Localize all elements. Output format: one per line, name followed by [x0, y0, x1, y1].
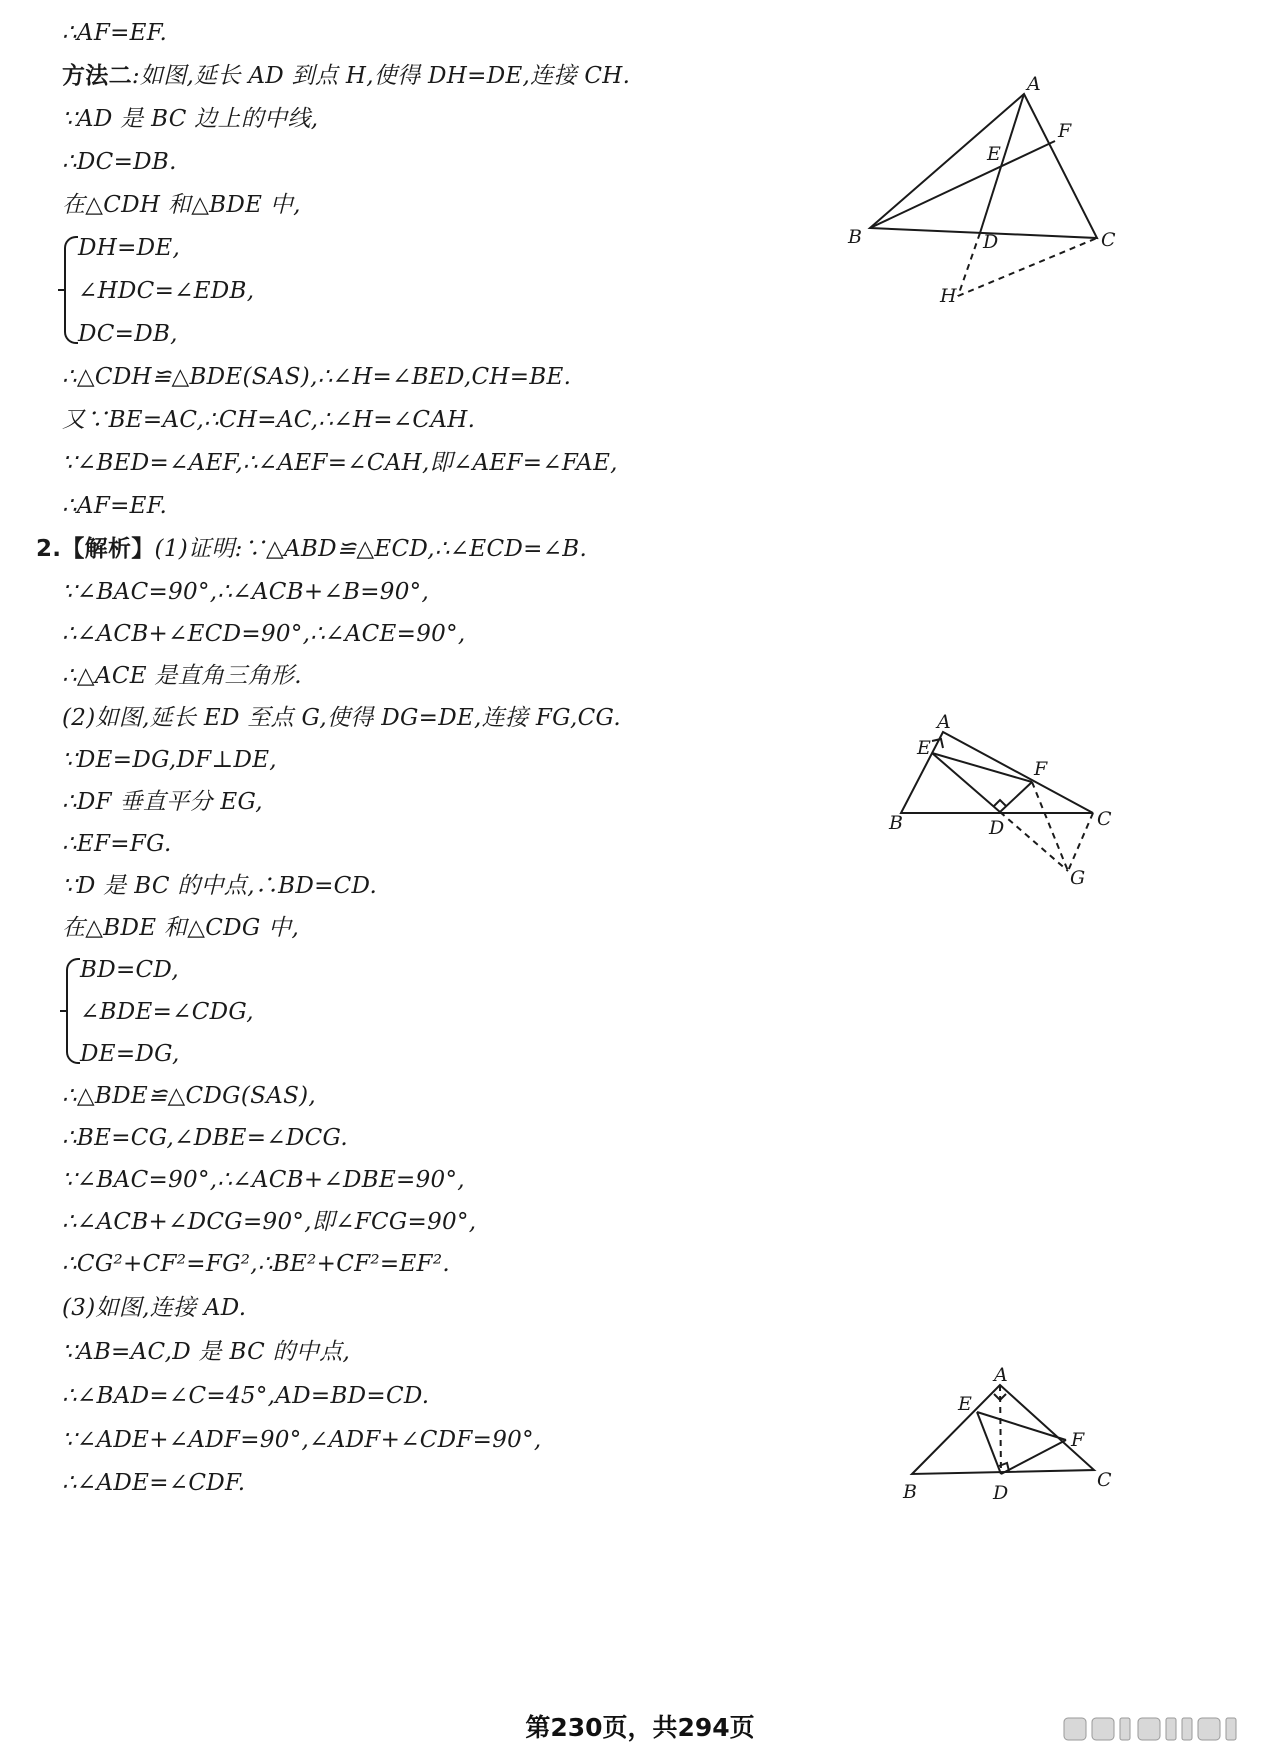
- text-line: 在△BDE 和△CDG 中,: [62, 915, 300, 941]
- point-label-d: D: [989, 817, 1005, 839]
- text-line: ∴DF 垂直平分 EG,: [62, 789, 263, 815]
- text-line: ∵∠BAC=90°,∴∠ACB+∠B=90°,: [62, 579, 430, 605]
- point-label-d: D: [983, 231, 999, 253]
- point-label-e: E: [958, 1393, 972, 1415]
- text-line: 在△CDH 和△BDE 中,: [62, 192, 301, 218]
- text-line: ∴△ACE 是直角三角形.: [62, 663, 302, 689]
- text-line-content: (1)证明:∵△ABD≌△ECD,∴∠ECD=∠B.: [154, 536, 588, 562]
- point-label-e: E: [917, 737, 931, 759]
- text-line: ∴∠ACB+∠DCG=90°,即∠FCG=90°,: [62, 1209, 477, 1235]
- text-line: ∴∠ACB+∠ECD=90°,∴∠ACE=90°,: [62, 621, 466, 647]
- page-footer: 第230页，共294页: [525, 1713, 755, 1742]
- point-label-f: F: [1058, 120, 1072, 142]
- text-line: ∵AD 是 BC 边上的中线,: [62, 106, 319, 132]
- point-label-c: C: [1097, 1469, 1112, 1491]
- text-line: ∴△BDE≌△CDG(SAS),: [62, 1083, 317, 1109]
- analysis-label: 【解析】: [61, 536, 155, 562]
- point-label-b: B: [889, 812, 903, 834]
- point-label-e: E: [987, 143, 1001, 165]
- text-line: ∴∠BAD=∠C=45°,AD=BD=CD.: [62, 1383, 430, 1409]
- text-line: ∴EF=FG.: [62, 831, 172, 857]
- point-label-c: C: [1097, 808, 1112, 830]
- point-label-a: A: [937, 711, 951, 733]
- text-line: ∵∠ADE+∠ADF=90°,∠ADF+∠CDF=90°,: [62, 1427, 542, 1453]
- segment-ef: [977, 1412, 1066, 1440]
- segment-ed: [977, 1412, 1001, 1474]
- text-line-content: :如图,延长 AD 到点 H,使得 DH=DE,连接 CH.: [131, 63, 631, 89]
- text-line: BD=CD,: [80, 957, 179, 983]
- point-label-f: F: [1071, 1429, 1085, 1451]
- text-line: ∴∠ADE=∠CDF.: [62, 1470, 246, 1496]
- text-line: DH=DE,: [78, 235, 181, 261]
- point-label-a: A: [994, 1364, 1008, 1386]
- text-line: ∴CG²+CF²=FG²,∴BE²+CF²=EF².: [62, 1251, 450, 1277]
- text-line: ∵AB=AC,D 是 BC 的中点,: [62, 1339, 351, 1365]
- text-line: ∠HDC=∠EDB,: [78, 278, 255, 304]
- point-label-h: H: [940, 285, 957, 307]
- text-line: (3)如图,连接 AD.: [62, 1295, 247, 1321]
- text-line: DE=DG,: [80, 1041, 180, 1067]
- point-label-d: D: [993, 1482, 1009, 1504]
- text-line: DC=DB,: [78, 321, 178, 347]
- text-line: ∵D 是 BC 的中点,∴BD=CD.: [62, 873, 378, 899]
- point-label-b: B: [903, 1481, 917, 1503]
- question-number: 2.: [36, 536, 62, 562]
- text-line: ∵∠BAC=90°,∴∠ACB+∠DBE=90°,: [62, 1167, 465, 1193]
- text-line: ∴DC=DB.: [62, 149, 177, 175]
- method-label: 方法二: [62, 63, 132, 89]
- text-line: ∠BDE=∠CDG,: [80, 999, 254, 1025]
- text-line: ∴BE=CG,∠DBE=∠DCG.: [62, 1125, 349, 1151]
- text-line: ∵∠BED=∠AEF,∴∠AEF=∠CAH,即∠AEF=∠FAE,: [62, 450, 618, 476]
- point-label-b: B: [848, 226, 862, 248]
- segment-df: [1001, 1440, 1066, 1474]
- text-line: ∴AF=EF.: [62, 493, 168, 519]
- point-label-f: F: [1034, 758, 1048, 780]
- point-label-a: A: [1027, 73, 1041, 95]
- text-line: (2)如图,延长 ED 至点 G,使得 DG=DE,连接 FG,CG.: [62, 705, 621, 731]
- text-line: ∴AF=EF.: [62, 20, 168, 46]
- watermark-icon: [1062, 1714, 1262, 1744]
- text-line: 又∵BE=AC,∴CH=AC,∴∠H=∠CAH.: [62, 407, 476, 433]
- text-line: ∴△CDH≌△BDE(SAS),∴∠H=∠BED,CH=BE.: [62, 364, 572, 390]
- point-label-c: C: [1101, 229, 1116, 251]
- point-label-g: G: [1070, 867, 1086, 889]
- text-line: ∵DE=DG,DF⊥DE,: [62, 747, 277, 773]
